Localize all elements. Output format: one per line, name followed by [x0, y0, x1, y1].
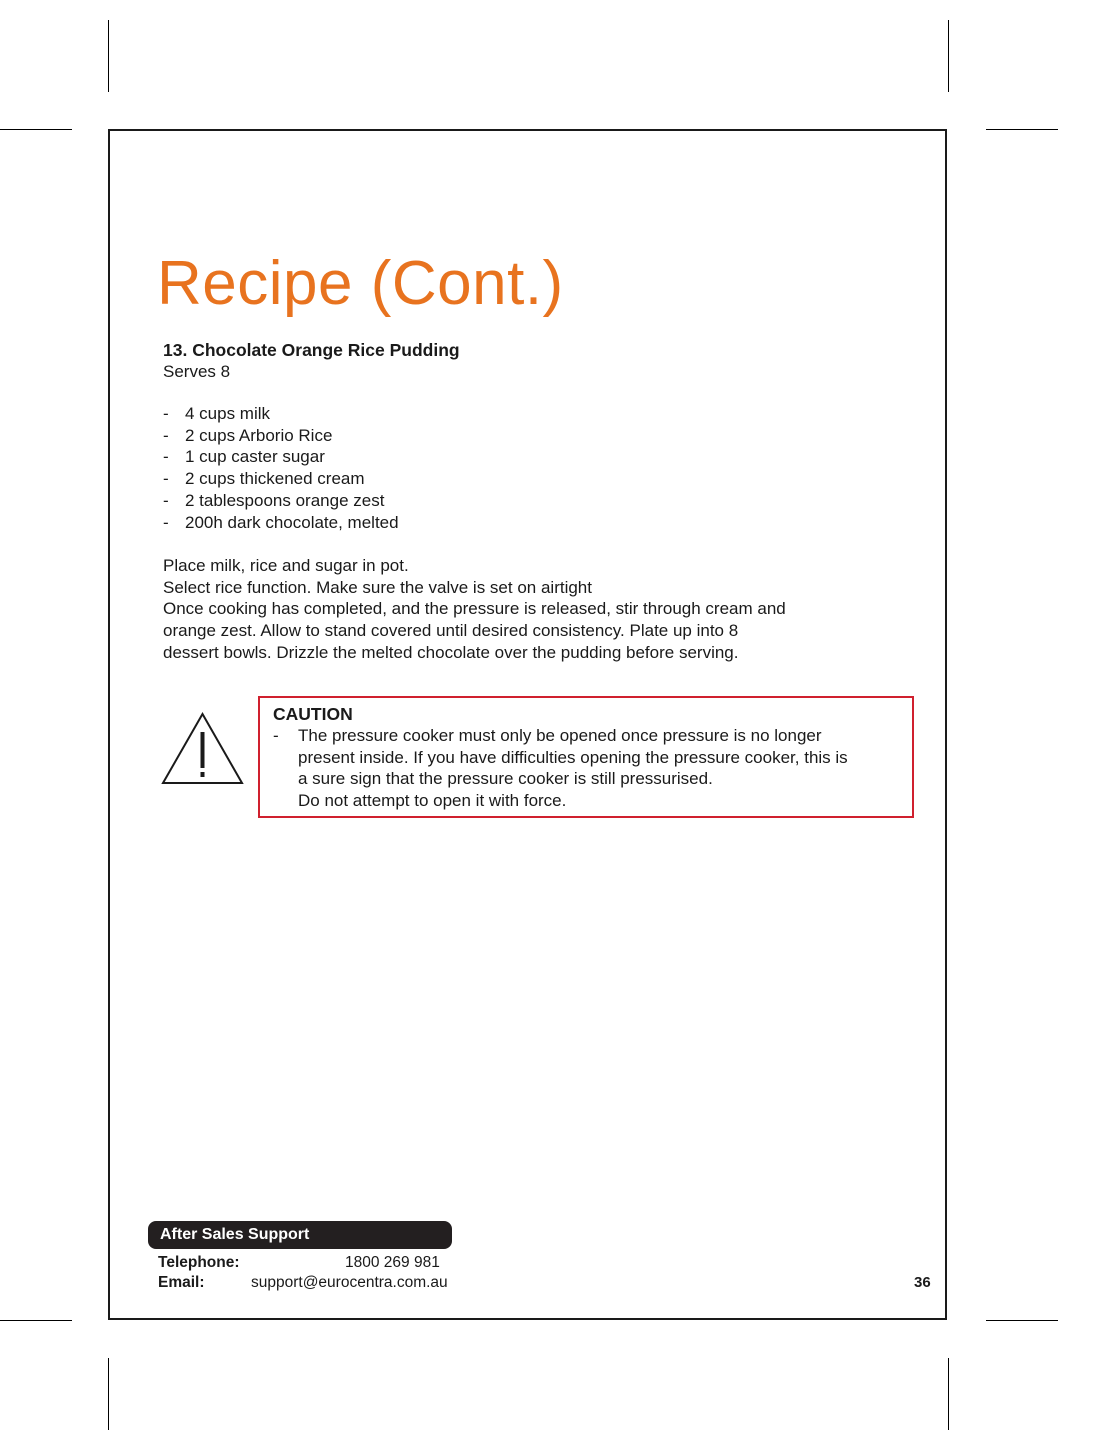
caution-line: present inside. If you have difficulties opening the pressure cooker, this is	[298, 747, 848, 767]
ingredient-text: 200h dark chocolate, melted	[185, 512, 399, 532]
ingredient-item: - 200h dark chocolate, melted	[163, 512, 399, 532]
recipe-name: 13. Chocolate Orange Rice Pudding	[163, 340, 460, 360]
telephone-value: 1800 269 981	[345, 1254, 440, 1271]
method-line: Place milk, rice and sugar in pot.	[163, 556, 409, 575]
page-title: Recipe (Cont.)	[157, 249, 564, 318]
ingredient-item: - 1 cup caster sugar	[163, 447, 325, 467]
method-line: Select rice function. Make sure the valve is set on airtight	[163, 577, 592, 597]
page-number: 36	[914, 1274, 931, 1291]
ingredient-text: 4 cups milk	[185, 404, 271, 423]
ingredient-item: - 4 cups milk	[163, 404, 271, 423]
method-line: orange zest. Allow to stand covered until desired consistency. Plate up into 8	[163, 621, 739, 641]
crop-mark	[948, 20, 949, 92]
telephone-label: Telephone:	[158, 1254, 240, 1271]
crop-mark	[986, 1320, 1058, 1321]
ingredient-item: - 2 cups thickened cream	[163, 469, 365, 489]
caution-line: a sure sign that the pressure cooker is still pressurised.	[298, 769, 713, 789]
caution-line: Do not attempt to open it with force.	[298, 791, 567, 811]
ingredient-text: 2 tablespoons orange zest	[185, 490, 385, 510]
crop-mark	[108, 1358, 109, 1430]
recipe-serves: Serves 8	[163, 362, 231, 381]
crop-mark	[986, 129, 1058, 130]
crop-mark	[948, 1358, 949, 1430]
warning-triangle-icon	[161, 712, 244, 785]
ingredient-text: 1 cup caster sugar	[185, 447, 325, 467]
crop-mark	[0, 129, 72, 130]
caution-bullet: -	[273, 726, 279, 745]
after-sales-support-heading: After Sales Support	[148, 1221, 452, 1249]
method-text	[163, 555, 863, 664]
method-line: Once cooking has completed, and the pressure is released, stir through cream and	[163, 599, 786, 619]
ingredient-text: 2 cups Arborio Rice	[185, 425, 333, 445]
caution-text	[298, 725, 898, 812]
caution-line: The pressure cooker must only be opened once pressure is no longer	[298, 726, 822, 745]
crop-mark	[108, 20, 109, 92]
email-label: Email:	[158, 1274, 205, 1291]
caution-title: CAUTION	[273, 704, 353, 724]
email-value: support@eurocentra.com.au	[251, 1274, 448, 1291]
ingredient-item: - 2 tablespoons orange zest	[163, 490, 385, 510]
ingredient-item: - 2 cups Arborio Rice	[163, 425, 333, 445]
ingredient-list	[163, 403, 399, 533]
method-line: dessert bowls. Drizzle the melted chocolate over the pudding before serving.	[163, 642, 739, 662]
crop-mark	[0, 1320, 72, 1321]
ingredient-text: 2 cups thickened cream	[185, 469, 365, 489]
